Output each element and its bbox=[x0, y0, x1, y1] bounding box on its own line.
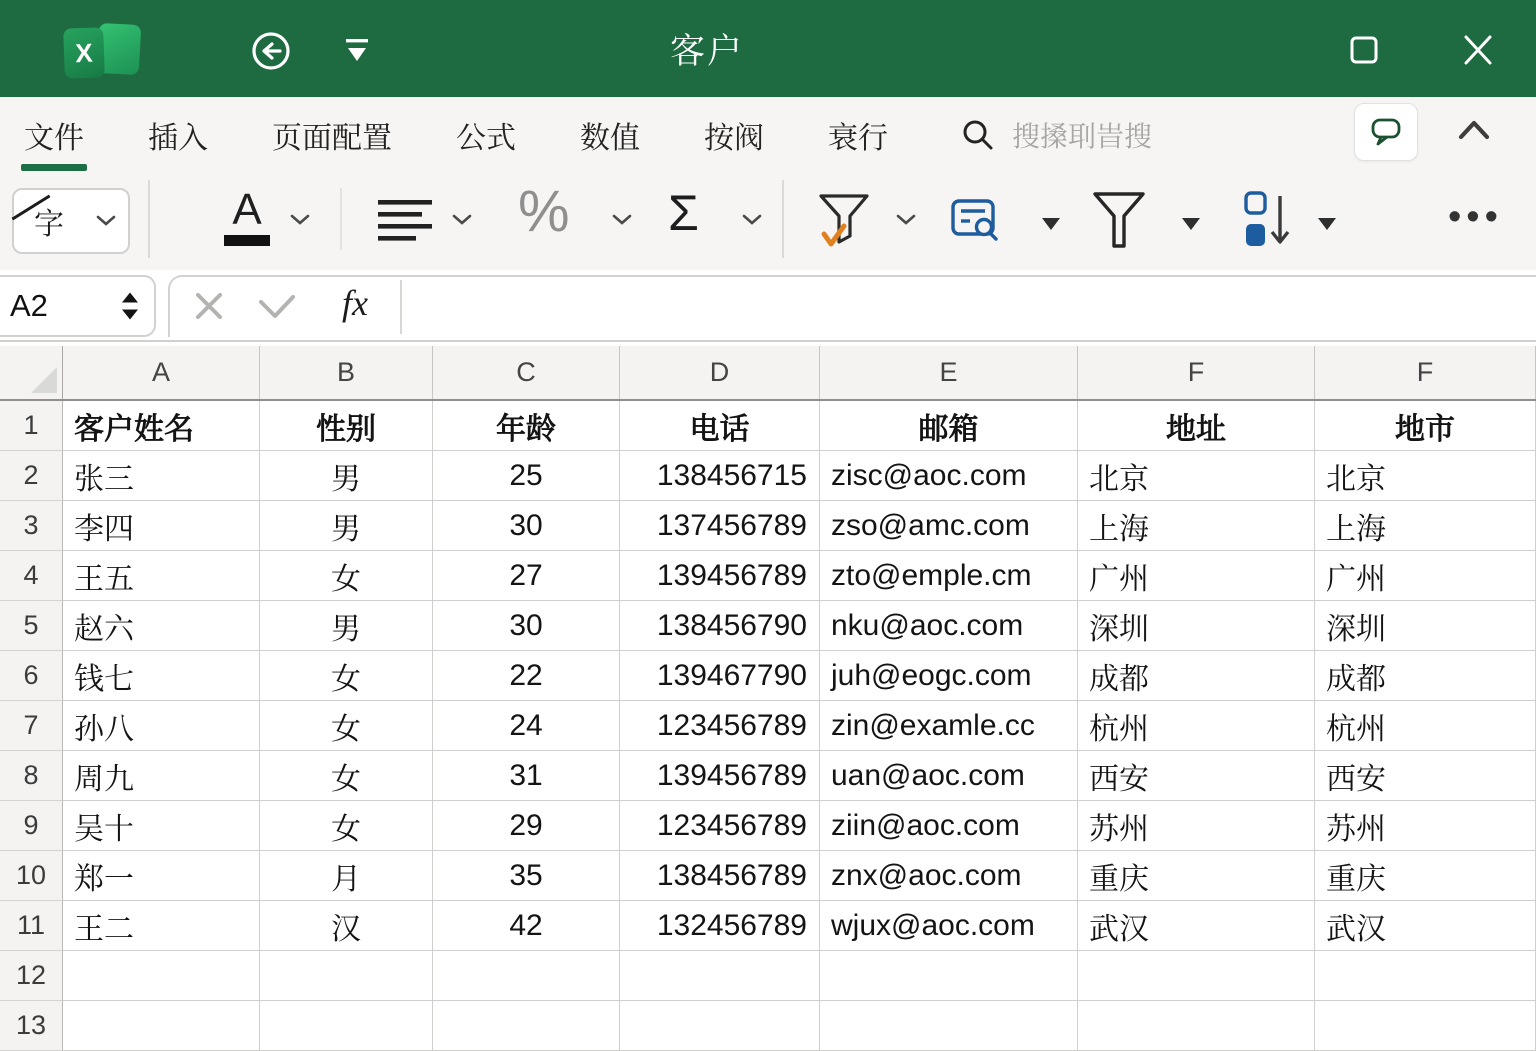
cell-C10[interactable]: 35 bbox=[433, 851, 620, 901]
toolbar-separator bbox=[148, 180, 150, 258]
tab-label: 文件 bbox=[24, 121, 84, 155]
cell-F13[interactable] bbox=[1078, 1001, 1315, 1051]
cell-G13[interactable] bbox=[1315, 1001, 1536, 1051]
tab-label: 页面配置 bbox=[272, 121, 392, 155]
collapse-ribbon-chevron-up-icon[interactable] bbox=[1456, 119, 1492, 141]
cell-E3[interactable]: zso@amc.com bbox=[820, 501, 1078, 551]
back-circle-icon[interactable] bbox=[250, 30, 292, 72]
column-header-B[interactable]: B bbox=[260, 346, 433, 399]
ribbon-search[interactable] bbox=[960, 97, 1152, 172]
percent-style-button[interactable]: % bbox=[518, 179, 570, 244]
cell-C1[interactable]: 年龄 bbox=[433, 401, 620, 451]
ribbon-toolbar bbox=[0, 172, 1536, 270]
cell-E8[interactable]: uan@aoc.com bbox=[820, 751, 1078, 801]
cell-A10[interactable]: 郑一 bbox=[63, 851, 260, 901]
cell-D6[interactable]: 139467790 bbox=[620, 651, 820, 701]
cell-D1[interactable]: 电话 bbox=[620, 401, 820, 451]
cell-C8[interactable]: 31 bbox=[433, 751, 620, 801]
tab-2[interactable] bbox=[148, 113, 208, 157]
column-header-D[interactable]: D bbox=[620, 346, 820, 399]
formula-input[interactable] bbox=[168, 275, 1536, 337]
row-header-3[interactable]: 3 bbox=[0, 501, 63, 551]
cell-B10[interactable]: 月 bbox=[260, 851, 433, 901]
ribbon-tabs bbox=[0, 97, 1536, 172]
cell-F3[interactable]: 上海 bbox=[1078, 501, 1315, 551]
cell-F11[interactable]: 武汉 bbox=[1078, 901, 1315, 951]
chevron-down-icon bbox=[96, 215, 116, 227]
cell-B9[interactable]: 女 bbox=[260, 801, 433, 851]
cell-E6[interactable]: juh@eogc.com bbox=[820, 651, 1078, 701]
maximize-button[interactable] bbox=[1349, 35, 1379, 65]
dropdown-triangle-icon[interactable] bbox=[1042, 218, 1060, 230]
name-box-spinner[interactable] bbox=[122, 293, 138, 320]
spinner-up-icon bbox=[122, 293, 138, 303]
cell-B12[interactable] bbox=[260, 951, 433, 1001]
cell-C11[interactable]: 42 bbox=[433, 901, 620, 951]
cell-B3[interactable]: 男 bbox=[260, 501, 433, 551]
spreadsheet-grid bbox=[0, 342, 1536, 1040]
fx-icon[interactable]: fx bbox=[342, 283, 368, 323]
sort-button[interactable] bbox=[1242, 190, 1304, 250]
spinner-down-icon bbox=[122, 310, 138, 320]
cell-B8[interactable]: 女 bbox=[260, 751, 433, 801]
row-header-1[interactable]: 1 bbox=[0, 401, 63, 451]
cell-F10[interactable]: 重庆 bbox=[1078, 851, 1315, 901]
grid-row-2 bbox=[0, 451, 1536, 501]
cancel-icon[interactable] bbox=[194, 291, 224, 321]
cell-B5[interactable]: 男 bbox=[260, 601, 433, 651]
cell-F12[interactable] bbox=[1078, 951, 1315, 1001]
grid-row-1 bbox=[0, 401, 1536, 451]
cell-B11[interactable]: 汉 bbox=[260, 901, 433, 951]
tab-3[interactable] bbox=[272, 113, 392, 157]
dropdown-triangle-icon[interactable] bbox=[1318, 218, 1336, 230]
grid-row-5 bbox=[0, 601, 1536, 651]
cell-D3[interactable]: 137456789 bbox=[620, 501, 820, 551]
row-header-5[interactable]: 5 bbox=[0, 601, 63, 651]
cell-F7[interactable]: 杭州 bbox=[1078, 701, 1315, 751]
excel-icon-x: X bbox=[63, 27, 105, 78]
chevron-down-icon[interactable] bbox=[896, 214, 916, 226]
cell-E2[interactable]: zisc@aoc.com bbox=[820, 451, 1078, 501]
cell-G11[interactable]: 武汉 bbox=[1315, 901, 1536, 951]
row-header-12[interactable]: 12 bbox=[0, 951, 63, 1001]
cell-D7[interactable]: 123456789 bbox=[620, 701, 820, 751]
cell-F4[interactable]: 广州 bbox=[1078, 551, 1315, 601]
cell-E12[interactable] bbox=[820, 951, 1078, 1001]
tab-1[interactable] bbox=[24, 113, 84, 157]
name-box[interactable] bbox=[0, 275, 156, 337]
column-header-A[interactable]: A bbox=[63, 346, 260, 399]
cell-A4[interactable]: 王五 bbox=[63, 551, 260, 601]
grid-row-9 bbox=[0, 801, 1536, 851]
cell-C9[interactable]: 29 bbox=[433, 801, 620, 851]
grid-row-11 bbox=[0, 901, 1536, 951]
cell-B2[interactable]: 男 bbox=[260, 451, 433, 501]
dropdown-triangle-icon[interactable] bbox=[1182, 218, 1200, 230]
chevron-down-icon[interactable] bbox=[742, 214, 762, 226]
search-placeholder: 搜搡刵旹搜 bbox=[1012, 120, 1153, 152]
cell-E10[interactable]: znx@aoc.com bbox=[820, 851, 1078, 901]
grid-body bbox=[0, 401, 1536, 1051]
cell-E7[interactable]: zin@examle.cc bbox=[820, 701, 1078, 751]
cell-B7[interactable]: 女 bbox=[260, 701, 433, 751]
filter-edit-button[interactable] bbox=[816, 192, 874, 250]
cell-A13[interactable] bbox=[63, 1001, 260, 1051]
cell-B1[interactable]: 性别 bbox=[260, 401, 433, 451]
cell-A5[interactable]: 赵六 bbox=[63, 601, 260, 651]
cell-B6[interactable]: 女 bbox=[260, 651, 433, 701]
name-box-value: A2 bbox=[10, 288, 48, 323]
cell-F9[interactable]: 苏州 bbox=[1078, 801, 1315, 851]
cell-A8[interactable]: 周九 bbox=[63, 751, 260, 801]
cell-D4[interactable]: 139456789 bbox=[620, 551, 820, 601]
cell-B13[interactable] bbox=[260, 1001, 433, 1051]
cell-E9[interactable]: ziin@aoc.com bbox=[820, 801, 1078, 851]
cell-C6[interactable]: 22 bbox=[433, 651, 620, 701]
tab-7[interactable] bbox=[828, 113, 888, 157]
cell-D5[interactable]: 138456790 bbox=[620, 601, 820, 651]
cell-E13[interactable] bbox=[820, 1001, 1078, 1051]
font-glyph: 字 bbox=[34, 208, 64, 241]
cell-C3[interactable]: 30 bbox=[433, 501, 620, 551]
cell-E5[interactable]: nku@aoc.com bbox=[820, 601, 1078, 651]
cell-C13[interactable] bbox=[433, 1001, 620, 1051]
font-color-button[interactable] bbox=[224, 186, 270, 246]
chevron-down-icon[interactable] bbox=[452, 214, 472, 226]
tab-label: 按阀 bbox=[704, 121, 764, 155]
row-header-8[interactable]: 8 bbox=[0, 751, 63, 801]
more-options-button[interactable]: ••• bbox=[1448, 196, 1503, 238]
cell-C5[interactable]: 30 bbox=[433, 601, 620, 651]
cell-D9[interactable]: 123456789 bbox=[620, 801, 820, 851]
font-color-bar bbox=[224, 235, 270, 246]
cell-A2[interactable]: 张三 bbox=[63, 451, 260, 501]
cell-G8[interactable]: 西安 bbox=[1315, 751, 1536, 801]
tab-label: 衰行 bbox=[828, 121, 888, 155]
cell-G9[interactable]: 苏州 bbox=[1315, 801, 1536, 851]
autosum-button[interactable]: Σ bbox=[668, 185, 699, 241]
excel-app-icon bbox=[62, 22, 158, 78]
grid-row-13 bbox=[0, 1001, 1536, 1051]
cell-G1[interactable]: 地市 bbox=[1315, 401, 1536, 451]
font-selector[interactable] bbox=[12, 188, 130, 254]
column-header-G[interactable]: F bbox=[1315, 346, 1536, 399]
cell-E4[interactable]: zto@emple.cm bbox=[820, 551, 1078, 601]
grid-row-7 bbox=[0, 701, 1536, 751]
cell-A1[interactable]: 客户姓名 bbox=[63, 401, 260, 451]
formula-bar-separator bbox=[400, 280, 402, 334]
cell-F1[interactable]: 地址 bbox=[1078, 401, 1315, 451]
grid-row-8 bbox=[0, 751, 1536, 801]
grid-row-6 bbox=[0, 651, 1536, 701]
cell-E11[interactable]: wjux@aoc.com bbox=[820, 901, 1078, 951]
enter-check-icon[interactable] bbox=[258, 294, 296, 320]
select-all-triangle-icon bbox=[30, 366, 57, 393]
cell-A11[interactable]: 王二 bbox=[63, 901, 260, 951]
chevron-down-icon[interactable] bbox=[290, 214, 310, 226]
cell-A7[interactable]: 孙八 bbox=[63, 701, 260, 751]
cell-F6[interactable]: 成都 bbox=[1078, 651, 1315, 701]
cell-A6[interactable]: 钱七 bbox=[63, 651, 260, 701]
tab-6[interactable] bbox=[704, 113, 764, 157]
column-header-E[interactable]: E bbox=[820, 346, 1078, 399]
cell-F5[interactable]: 深圳 bbox=[1078, 601, 1315, 651]
cell-C12[interactable] bbox=[433, 951, 620, 1001]
grid-row-4 bbox=[0, 551, 1536, 601]
cell-D10[interactable]: 138456789 bbox=[620, 851, 820, 901]
toolbar-separator bbox=[782, 180, 784, 258]
grid-row-12 bbox=[0, 951, 1536, 1001]
row-header-11[interactable]: 11 bbox=[0, 901, 63, 951]
search-icon bbox=[960, 117, 996, 153]
row-header-4[interactable]: 4 bbox=[0, 551, 63, 601]
cell-G4[interactable]: 广州 bbox=[1315, 551, 1536, 601]
tab-label: 数值 bbox=[580, 121, 640, 155]
cell-G6[interactable]: 成都 bbox=[1315, 651, 1536, 701]
cell-D12[interactable] bbox=[620, 951, 820, 1001]
row-header-10[interactable]: 10 bbox=[0, 851, 63, 901]
select-all-corner[interactable] bbox=[0, 346, 63, 399]
tab-5[interactable] bbox=[580, 113, 640, 157]
chat-bubble-icon bbox=[1370, 117, 1402, 147]
formula-bar bbox=[0, 270, 1536, 342]
row-header-6[interactable]: 6 bbox=[0, 651, 63, 701]
column-header-row bbox=[0, 346, 1536, 401]
alignment-button[interactable] bbox=[376, 198, 434, 244]
cell-A12[interactable] bbox=[63, 951, 260, 1001]
grid-row-3 bbox=[0, 501, 1536, 551]
titlebar bbox=[0, 0, 1536, 97]
cell-A3[interactable]: 李四 bbox=[63, 501, 260, 551]
cell-C7[interactable]: 24 bbox=[433, 701, 620, 751]
cell-F2[interactable]: 北京 bbox=[1078, 451, 1315, 501]
active-tab-underline bbox=[21, 164, 87, 171]
cell-G3[interactable]: 上海 bbox=[1315, 501, 1536, 551]
cell-D11[interactable]: 132456789 bbox=[620, 901, 820, 951]
tab-label: 公式 bbox=[456, 121, 516, 155]
cell-A9[interactable]: 吴十 bbox=[63, 801, 260, 851]
document-title: 客户 bbox=[669, 31, 745, 71]
column-header-F[interactable]: F bbox=[1078, 346, 1315, 399]
tab-label: 插入 bbox=[148, 121, 208, 155]
cell-G5[interactable]: 深圳 bbox=[1315, 601, 1536, 651]
chevron-down-icon[interactable] bbox=[612, 214, 632, 226]
font-color-letter: A bbox=[232, 185, 262, 234]
filter-button[interactable] bbox=[1090, 190, 1148, 252]
cell-G10[interactable]: 重庆 bbox=[1315, 851, 1536, 901]
table-lookup-button[interactable] bbox=[950, 196, 1004, 246]
row-header-2[interactable]: 2 bbox=[0, 451, 63, 501]
cell-F8[interactable]: 西安 bbox=[1078, 751, 1315, 801]
grid-row-10 bbox=[0, 851, 1536, 901]
cell-G12[interactable] bbox=[1315, 951, 1536, 1001]
close-button[interactable] bbox=[1461, 34, 1495, 66]
cell-D8[interactable]: 139456789 bbox=[620, 751, 820, 801]
dropdown-filter-icon[interactable] bbox=[344, 38, 370, 65]
row-header-13[interactable]: 13 bbox=[0, 1001, 63, 1051]
cell-C4[interactable]: 27 bbox=[433, 551, 620, 601]
row-header-7[interactable]: 7 bbox=[0, 701, 63, 751]
toolbar-separator bbox=[340, 188, 342, 250]
column-header-C[interactable]: C bbox=[433, 346, 620, 399]
cell-E1[interactable]: 邮箱 bbox=[820, 401, 1078, 451]
tab-4[interactable] bbox=[456, 113, 516, 157]
comments-button[interactable] bbox=[1354, 103, 1418, 161]
cell-D2[interactable]: 138456715 bbox=[620, 451, 820, 501]
cell-C2[interactable]: 25 bbox=[433, 451, 620, 501]
row-header-9[interactable]: 9 bbox=[0, 801, 63, 851]
cell-B4[interactable]: 女 bbox=[260, 551, 433, 601]
cell-G7[interactable]: 杭州 bbox=[1315, 701, 1536, 751]
cell-D13[interactable] bbox=[620, 1001, 820, 1051]
cell-G2[interactable]: 北京 bbox=[1315, 451, 1536, 501]
